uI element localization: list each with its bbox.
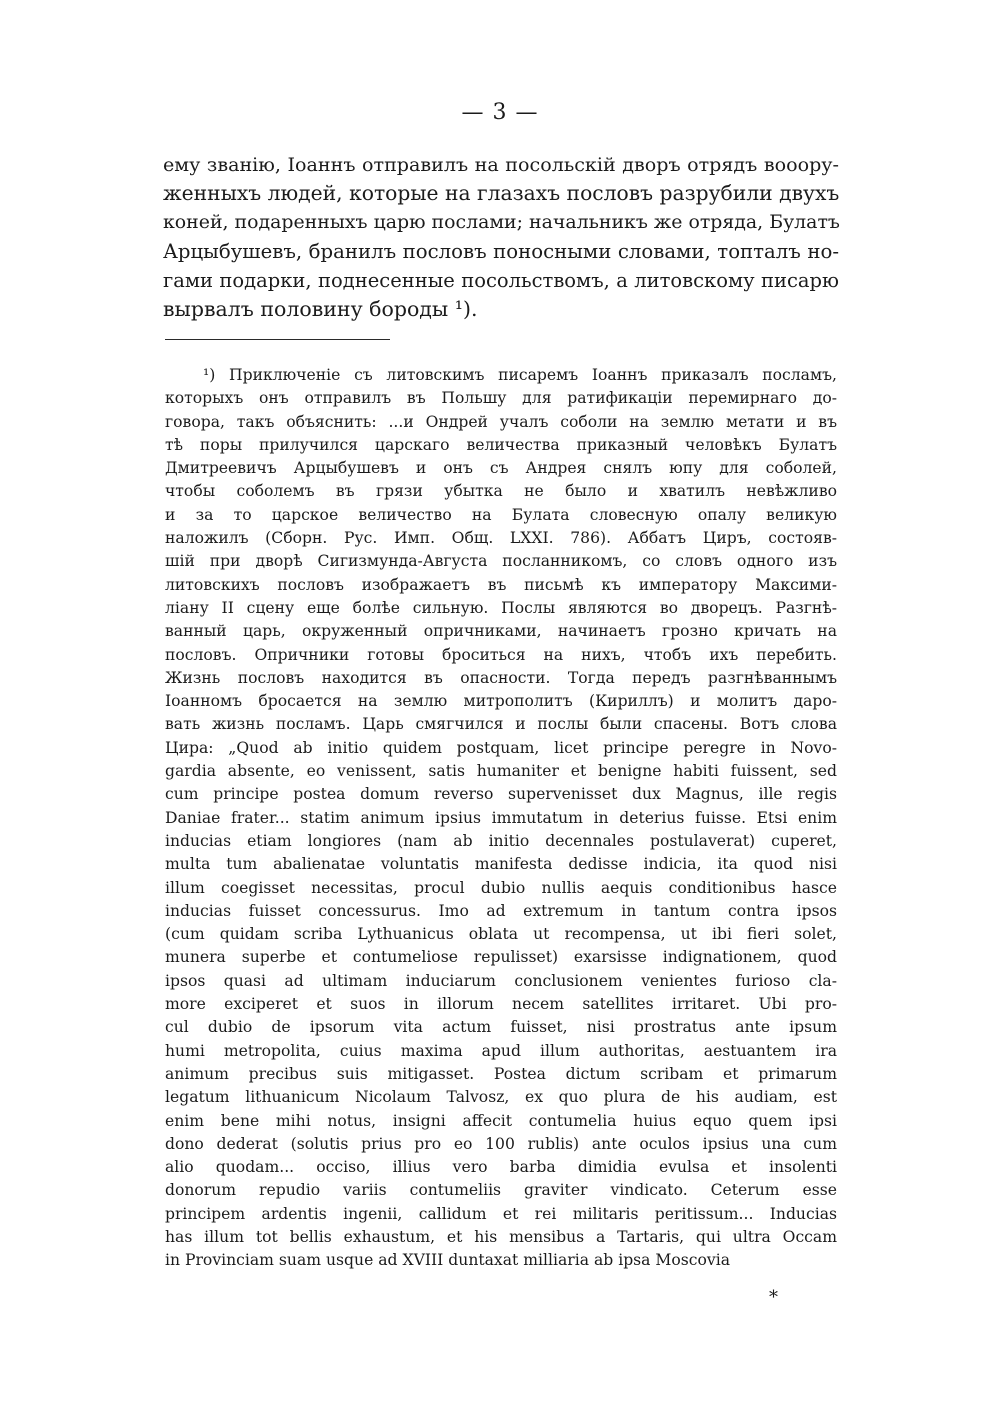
footnote-divider (165, 339, 390, 340)
footnote-line: humi metropolita, cuius maxima apud illum authoritas, aestuantem ira (165, 1041, 837, 1060)
footnote-line: шій при дворѣ Сигизмунда-Августа посланникомъ, со словъ одного изъ (165, 552, 837, 571)
main-text-line: Арцыбушевъ, бранилъ пословъ поносными словами, топталъ но- (163, 240, 839, 263)
footnote-line: cum principe postea domum reverso supervenisset dux Magnus, ille regis (165, 785, 837, 804)
footnote-line: пословъ. Опричники готовы броситься на нихъ, чтобъ ихъ перебить. (165, 645, 837, 664)
footnote-line: principem ardentis ingenii, callidum et rei militaris peritissum... Inducias (165, 1204, 837, 1223)
footnote-line: (cum quidam scriba Lythuanicus oblata ut recompensa, ut ibi fieri solet, (165, 925, 837, 944)
footnote-line: вать жизнь посламъ. Царь смягчился и послы были спасены. Вотъ слова (165, 715, 837, 734)
footnote-line: alio quodam... occiso, illius vero barba dimidia evulsa et insolenti (165, 1158, 837, 1177)
footnote-line: Цира: „Quod ab initio quidem postquam, licet principe peregre in Novo- (165, 738, 837, 757)
footnote-line: ipsos quasi ad ultimam induciarum conclusionem venientes furioso cla- (165, 971, 837, 990)
footnote-line: donorum repudio variis contumeliis graviter vindicato. Ceterum esse (165, 1181, 837, 1200)
footnote-line: animum precibus suis mitigasset. Postea dictum scribam et primarum (165, 1064, 837, 1083)
footnote-line: Іоанномъ бросается на землю митрополитъ (Кириллъ) и молитъ даро- (165, 692, 837, 711)
footnote-line: munera superbe et contumeliose repulisset) exarsisse indignationem, quod (165, 948, 837, 967)
footnote-line: говора, такъ объяснить: ...и Ондрей учалъ соболи на землю метати и въ (165, 412, 837, 431)
footnote-line: чтобы соболемъ въ грязи убытка не было и хватилъ невѣжливо (165, 482, 837, 501)
footnote (165, 364, 837, 1273)
main-text-line: ему званію, Іоаннъ отправилъ на посольскій дворъ отрядъ вооору- (163, 153, 839, 176)
footnote-line: enim bene mihi notus, insigni affecit contumelia huius equo quem ipsi (165, 1111, 837, 1130)
footnote-line: gardia absente, eo venissent, satis humaniter et benigne habiti fuissent, sed (165, 762, 837, 781)
footnote-line: и за то царское величество на Булата словесную опалу великую (165, 505, 837, 524)
footnote-line: тѣ поры прилучился царскаго величества приказный человѣкъ Булатъ (165, 435, 837, 454)
footnote-line: Daniae frater... statim animum ipsius immutatum in deterius fuisse. Etsi enim (165, 808, 837, 827)
footnote-line: ванный царь, окруженный опричниками, начинаетъ грозно кричать на (165, 622, 837, 641)
footnote-line: has illum tot bellis exhaustum, et his mensibus a Tartaris, qui ultra Occam (165, 1227, 837, 1246)
footnote-line: Дмитреевичъ Арцыбушевъ и онъ съ Андрея снялъ юпу для соболей, (165, 459, 837, 478)
footnote-line: multa tum abalienatae voluntatis manifesta dedisse indicia, ita quod nisi (165, 855, 837, 874)
footnote-line: литовскихъ пословъ изображаетъ въ письмѣ къ императору Максими- (165, 575, 837, 594)
main-text-line: вырвалъ половину бороды ¹). (163, 297, 478, 321)
footnote-line: more exciperet et suos in illorum necem satellites irritaret. Ubi pro- (165, 995, 837, 1014)
main-paragraph (163, 150, 839, 324)
footnote-line: legatum lithuanicum Nicolaum Talvosz, ex quo plura de his audiam, est (165, 1088, 837, 1107)
footnote-line: ¹) Приключеніе съ литовскимъ писаремъ Іоаннъ приказалъ посламъ, (203, 366, 837, 384)
footnote-line: in Provinciam suam usque ad XVIII duntaxat milliaria ab ipsa Moscovia (165, 1251, 731, 1270)
footnote-line: illum coegisset necessitas, procul dubio nullis aequis conditionibus hasce (165, 878, 837, 897)
main-text-line: гами подарки, поднесенные посольствомъ, а литовскому писарю (163, 269, 839, 292)
footnote-line: которыхъ онъ отправилъ въ Польшу для ратификаціи перемирнаго до- (165, 389, 837, 408)
main-text-line: коней, подаренныхъ царю послами; начальникъ же отряда, Булатъ (163, 211, 840, 233)
main-text-line: женныхъ людей, которые на глазахъ пословъ разрубили двухъ (163, 181, 840, 205)
footnote-line: dono dederat (solutis prius pro eo 100 rublis) ante oculos ipsius una cum (165, 1134, 837, 1153)
footnote-line: ліану II сцену еще болѣе сильную. Послы являются во дворецъ. Разгнѣ- (165, 598, 837, 617)
footnote-line: inducias fuisset concessurus. Imo ad extremum in tantum contra ipsos (165, 901, 837, 920)
footnote-line: Жизнь пословъ находится въ опасности. Тогда передъ разгнѣваннымъ (165, 668, 837, 687)
footnote-line: inducias etiam longiores (nam ab initio decennales postulaverat) cuperet, (165, 831, 837, 850)
page-number: — 3 — (461, 100, 539, 125)
footnote-line: cul dubio de ipsorum vita actum fuisset, nisi prostratus ante ipsum (165, 1018, 837, 1037)
footnote-line: наложилъ (Сборн. Рус. Имп. Общ. LXXI. 786). Аббатъ Циръ, состояв- (165, 529, 837, 548)
signature-mark: * (769, 1287, 778, 1308)
